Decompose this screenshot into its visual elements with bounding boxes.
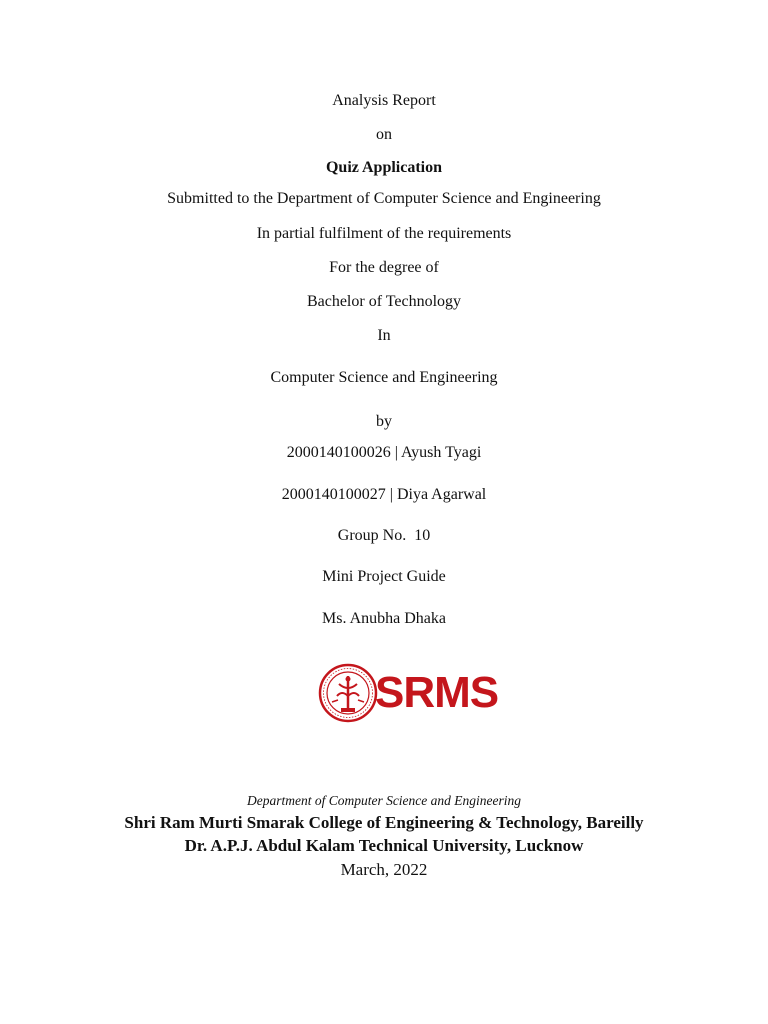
branch-name: Computer Science and Engineering [270,369,498,386]
srms-emblem-icon [318,662,378,724]
degree-name: Bachelor of Technology [306,293,462,310]
degree-intro: For the degree of [329,259,439,276]
group-number: Group No. 10 [337,527,431,544]
college-name: Shri Ram Murti Smarak College of Engineering & Technology, Bareilly [124,813,644,832]
partial-fulfilment: In partial fulfilment of the requirements [256,225,512,242]
in-label: In [377,327,391,344]
submission-date: March, 2022 [340,860,428,879]
project-title: Quiz Application [325,159,443,176]
report-type: Analysis Report [332,92,436,109]
footer-department: Department of Computer Science and Engineering [246,793,522,808]
guide-name: Ms. Anubha Dhaka [322,610,446,627]
university-name: Dr. A.P.J. Abdul Kalam Technical University, Lucknow [184,836,584,855]
srms-wordmark: SRMS [375,668,499,717]
report-on: on [376,126,392,143]
student-1: 2000140100026 | Ayush Tyagi [286,444,482,461]
by-label: by [376,413,392,430]
srms-logo [318,662,499,724]
submitted-to: Submitted to the Department of Computer Science and Engineering [167,190,601,207]
guide-label: Mini Project Guide [322,568,446,585]
student-2: 2000140100027 | Diya Agarwal [281,486,487,503]
